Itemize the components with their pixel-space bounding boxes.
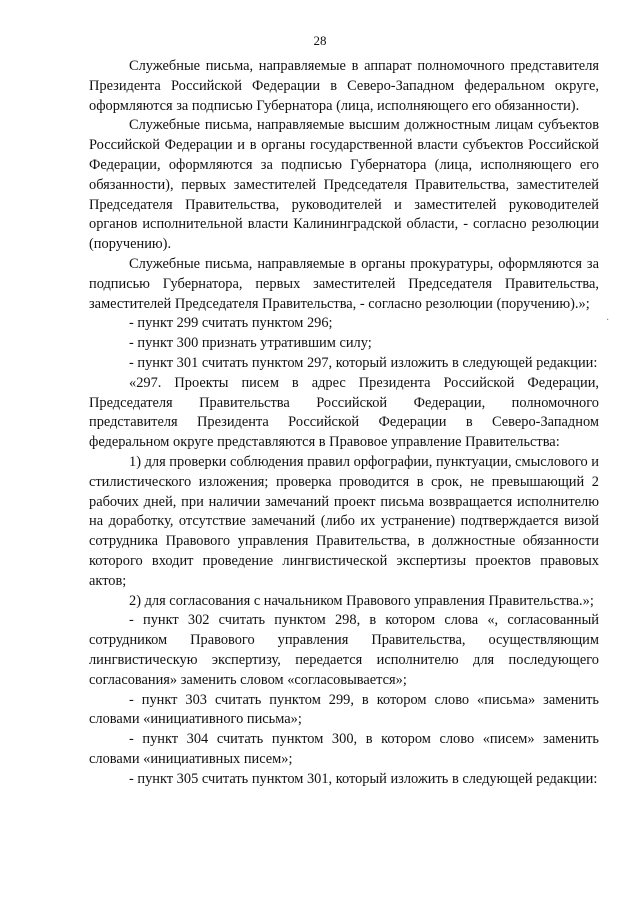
paragraph-item-302: - пункт 302 считать пунктом 298, в котором слова «, согласованный сотрудником Правового управления Правительства, осуществляющим лингвистическую экспертизу, передается исполнителю для последующего согласования» заменить словом «согласовывается»; xyxy=(89,612,599,688)
paragraph-regional-officials-letters: Служебные письма, направляемые высшим должностным лицам субъектов Российской Федерации и в органы государственной власти субъектов Российской Федерации, оформляются за подписью Губернатора (лица, исполняющего его обязанности), первых заместителей Председателя Правительства, заместителей Председателя Правительства, руководителей и заместителей руководителей органов исполнительной власти Калининградской области, - согласно резолюции (поручению). xyxy=(89,117,599,253)
paragraph-clause-297-subitem-2: 2) для согласования с начальником Правового управления Правительства.»; xyxy=(129,592,594,609)
paragraph-item-305: - пункт 305 считать пунктом 301, который изложить в следующей редакции: xyxy=(129,770,598,787)
margin-mark: · xyxy=(606,315,610,326)
document-body xyxy=(89,57,599,789)
paragraph-item-300: - пункт 300 признать утратившим силу; xyxy=(129,335,372,352)
page-number: 28 xyxy=(313,33,327,48)
paragraph-item-304: - пункт 304 считать пунктом 300, в котором слово «писем» заменить словами «инициативных писем»; xyxy=(89,731,599,767)
paragraph-envoy-letters: Служебные письма, направляемые в аппарат полномочного представителя Президента Российской Федерации в Северо-Западном федеральном округе, оформляются за подписью Губернатора (лица, исполняющего его обязанности). xyxy=(89,58,599,114)
paragraph-prosecution-letters: Служебные письма, направляемые в органы прокуратуры, оформляются за подписью Губернатора, первых заместителей Председателя Правительства, заместителей Председателя Правительства, - согласно резолюции (поручению).»; xyxy=(89,255,599,312)
paragraph-item-301: - пункт 301 считать пунктом 297, который изложить в следующей редакции: xyxy=(129,354,598,371)
paragraph-clause-297: «297. Проекты писем в адрес Президента Российской Федерации, Председателя Правительства Российской Федерации, полномочного представителя Президента Российской Федерации в Северо-Западном федеральном округе представляются в Правовое управление Правительства: xyxy=(89,374,599,451)
paragraph-clause-297-subitem-1: 1) для проверки соблюдения правил орфографии, пунктуации, смыслового и стилистического изложения; проверка проводится в срок, не превышающий 2 рабочих дней, при наличии замечаний проект письма возвращается исполнителю на доработку, отсутствие замечаний (либо их устранение) подтверждается визой сотрудника Правового управления Правительства, в должностные обязанности которого входит проведение лингвистической экспертизы проектов правовых актов; xyxy=(89,453,599,589)
paragraph-item-303: - пункт 303 считать пунктом 299, в котором слово «письма» заменить словами «инициативного письма»; xyxy=(89,691,599,728)
paragraph-item-299: - пункт 299 считать пунктом 296; xyxy=(129,315,333,332)
